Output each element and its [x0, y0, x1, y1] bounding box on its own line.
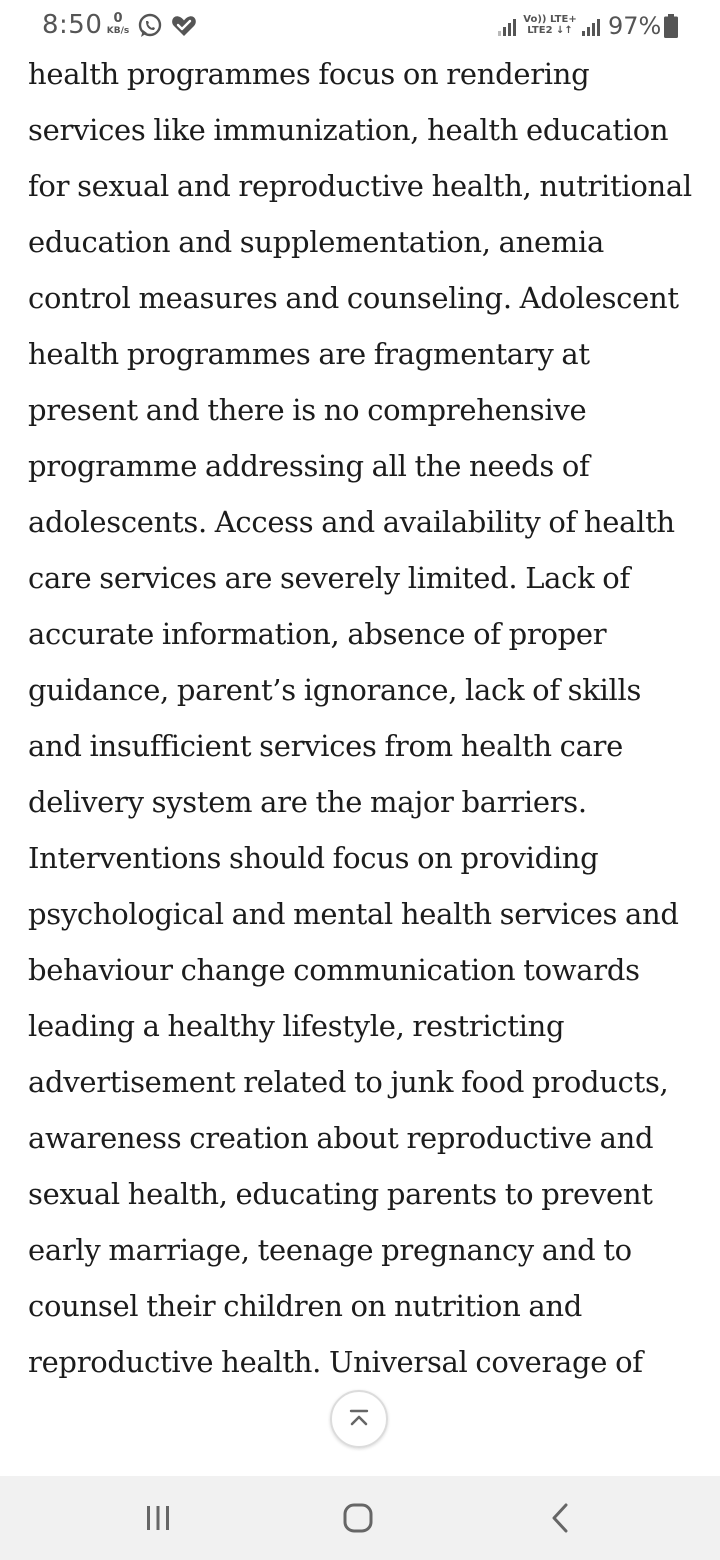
home-icon	[342, 1502, 374, 1534]
network-speed-value: 0	[113, 11, 123, 26]
recent-apps-icon	[143, 1504, 173, 1532]
scroll-to-top-button[interactable]	[330, 1390, 388, 1448]
network-speed-unit: KB/s	[106, 26, 130, 36]
status-bar	[0, 0, 720, 52]
network-type-bottom: LTE2 ↓↑	[527, 25, 573, 36]
battery-icon	[664, 14, 678, 38]
home-button[interactable]	[336, 1496, 380, 1540]
signal-icon	[496, 16, 518, 38]
status-time: 8:50	[42, 10, 103, 40]
health-heart-icon	[170, 12, 198, 40]
battery-percent: 97%	[608, 12, 662, 40]
article-paragraph: health programmes focus on rendering services like immunization, health education for sexual and reproductive health, nutritional education and supplementation, anemia control measures and counseling. Adolescent health programmes are fragmentary at present and there is no comprehensive programme addressing all the needs of adolescents. Access and availability of health care services are severely limited. Lack of accurate information, absence of proper guidance, parent’s ignorance, lack of skills and insufficient services from health care delivery system are the major barriers. Interventions should focus on providing psychological and mental health services and behaviour change communication towards leading a healthy lifestyle, restricting advertisement related to junk food products, awareness creation about reproductive and sexual health, educating parents to prevent early marriage, teenage pregnancy and to counsel their children on nutrition and reproductive health. Universal coverage of	[28, 57, 692, 1379]
signal-icon	[580, 16, 602, 38]
network-speed-indicator	[104, 12, 132, 36]
network-type-label	[522, 14, 578, 36]
back-button[interactable]	[538, 1496, 582, 1540]
recent-apps-button[interactable]	[136, 1496, 180, 1540]
article-content	[28, 46, 698, 1476]
system-navigation-bar	[0, 1476, 720, 1560]
whatsapp-icon	[136, 12, 164, 40]
network-type-top: Vo)) LTE+	[523, 14, 577, 25]
chevron-up-to-top-icon	[346, 1406, 372, 1432]
back-icon	[548, 1502, 572, 1534]
